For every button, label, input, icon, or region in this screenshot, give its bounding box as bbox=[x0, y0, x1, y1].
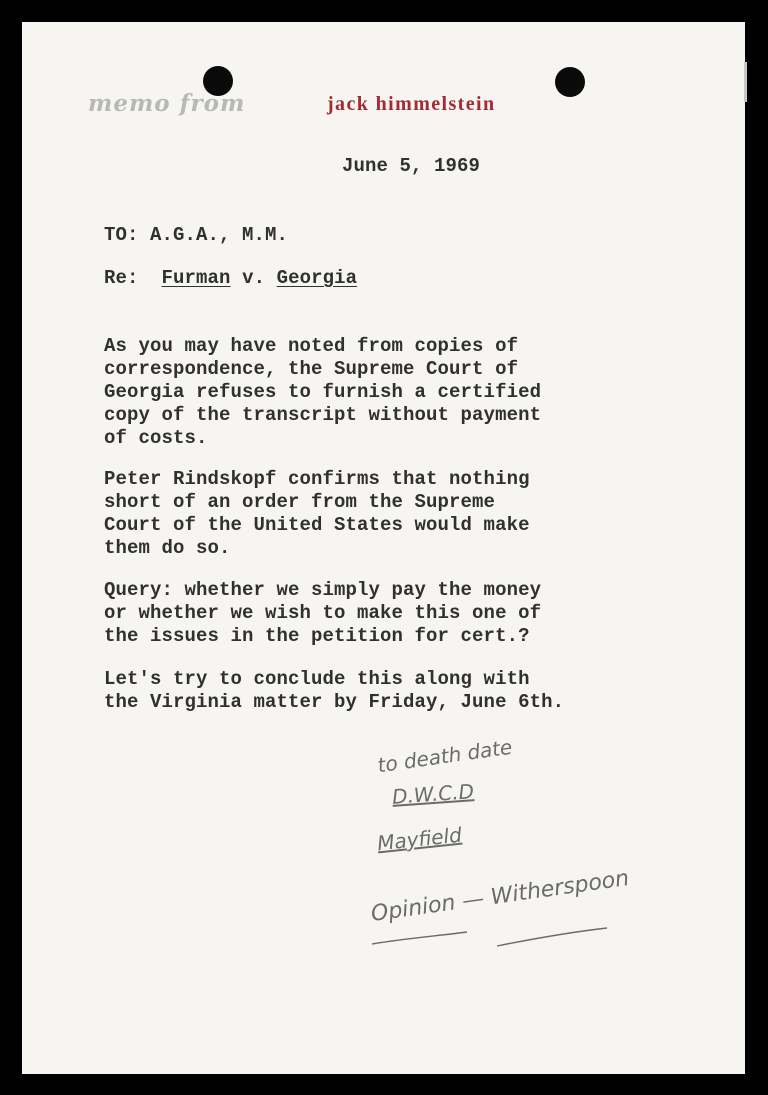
paragraph-line: or whether we wish to make this one of bbox=[104, 602, 542, 624]
paragraph-line: the issues in the petition for cert.? bbox=[104, 625, 530, 647]
paragraph-line: the Virginia matter by Friday, June 6th. bbox=[104, 691, 565, 713]
paragraph-line: copy of the transcript without payment bbox=[104, 404, 542, 426]
paragraph-line: As you may have noted from copies of bbox=[104, 335, 519, 357]
paragraph-2 bbox=[104, 468, 530, 560]
paragraph-line: Query: whether we simply pay the money bbox=[104, 579, 542, 601]
case-party-1: Furman bbox=[161, 267, 231, 289]
paragraph-line: Peter Rindskopf confirms that nothing bbox=[104, 468, 530, 490]
paragraph-3 bbox=[104, 579, 541, 648]
paragraph-4 bbox=[104, 668, 564, 714]
paragraph-line: short of an order from the Supreme bbox=[104, 491, 496, 513]
letterhead-name: jack himmelstein bbox=[327, 93, 496, 115]
paragraph-line: of costs. bbox=[104, 427, 208, 449]
handwritten-note-1: to death date bbox=[375, 734, 514, 778]
paragraph-1 bbox=[104, 335, 541, 450]
re-line bbox=[104, 267, 357, 290]
paragraph-line: correspondence, the Supreme Court of bbox=[104, 358, 519, 380]
letterhead-memo-from: memo from bbox=[88, 90, 246, 117]
case-party-2: Georgia bbox=[276, 267, 358, 289]
punch-hole-right bbox=[555, 67, 585, 97]
paragraph-line: Court of the United States would make bbox=[104, 514, 530, 536]
paragraph-line: Let's try to conclude this along with bbox=[104, 668, 530, 690]
to-line: TO: A.G.A., M.M. bbox=[104, 224, 289, 246]
page-edge-mark bbox=[744, 62, 747, 102]
handwritten-note-2: D.W.C.D bbox=[391, 779, 475, 809]
handwritten-note-3: Mayfield bbox=[375, 822, 463, 856]
handwritten-note-4: Opinion — Witherspoon bbox=[369, 866, 631, 927]
paragraph-line: them do so. bbox=[104, 537, 231, 559]
memo-date: June 5, 1969 bbox=[342, 155, 481, 177]
handwritten-underline bbox=[367, 912, 627, 952]
paragraph-line: Georgia refuses to furnish a certified bbox=[104, 381, 542, 403]
re-label: Re: bbox=[104, 267, 139, 289]
case-versus: v. bbox=[242, 267, 266, 289]
memo-page bbox=[22, 22, 745, 1074]
